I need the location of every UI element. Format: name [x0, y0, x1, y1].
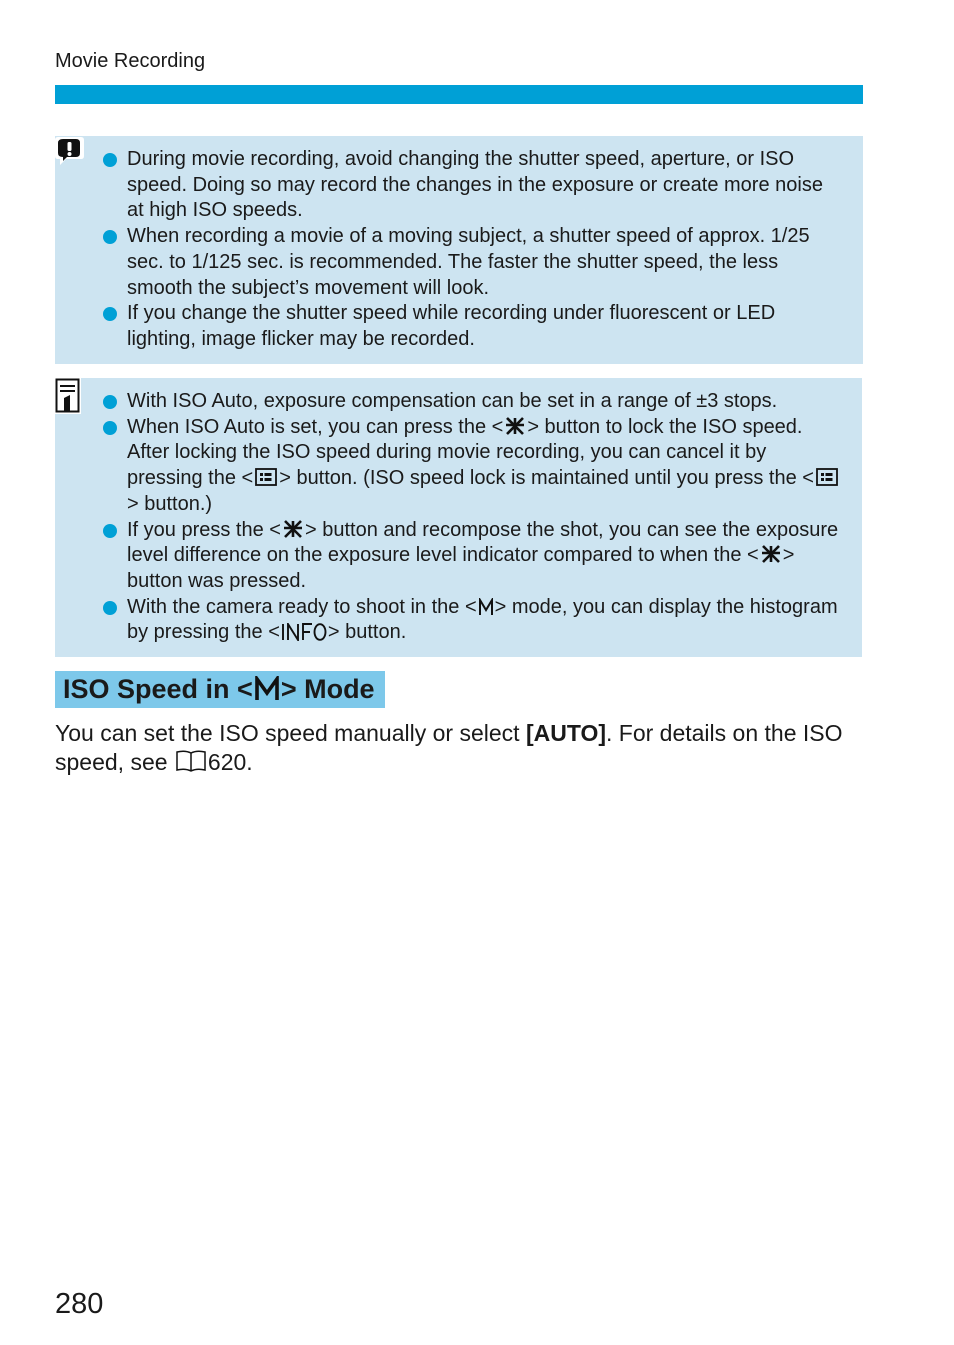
heading-text: ISO Speed in <: [63, 674, 253, 704]
note-item: [103, 518, 842, 595]
caution-box: [55, 136, 863, 364]
section-title: Movie Recording: [55, 50, 206, 72]
note-text: > button to lock the ISO speed. After locking the ISO speed during movie recording, you can cancel it by pressing the <: [127, 415, 803, 490]
caution-item: If you change the shutter speed while recording under fluorescent or LED lighting, image flicker may be recorded.: [103, 301, 843, 352]
index-button-icon: [815, 467, 839, 487]
ae-lock-asterisk-icon: [282, 519, 304, 539]
note-text: > button.): [127, 492, 213, 515]
note-text: With the camera ready to shoot in the <: [127, 595, 477, 618]
ae-lock-asterisk-icon: [504, 416, 526, 436]
body-paragraph: [55, 719, 855, 777]
note-item: [103, 595, 842, 646]
caution-item: During movie recording, avoid changing the shutter speed, aperture, or ISO speed. Doing so may record the changes in the exposure or create more noise at high ISO speeds.: [103, 147, 843, 224]
memo-icon: [55, 378, 81, 414]
manual-mode-m-icon: [254, 676, 280, 702]
body-text: .: [246, 749, 253, 775]
note-text: > button was pressed.: [127, 544, 795, 592]
body-text: . For details on the ISO speed, see: [55, 720, 843, 775]
caution-item: When recording a movie of a moving subject, a shutter speed of approx. 1/25 sec. to 1/125 sec. is recommended. The faster the shutter speed, the less smooth the subject’s movement will look.: [103, 224, 843, 301]
note-text: With ISO Auto, exposure compensation can be set in a range of ±3 stops.: [127, 390, 778, 412]
note-text: > button.: [327, 621, 407, 644]
note-text: If you press the <: [127, 518, 281, 541]
heading-text: > Mode: [280, 674, 375, 704]
note-item: [103, 389, 842, 415]
header-accent-bar: [55, 85, 863, 104]
note-item: [103, 415, 842, 518]
book-page-reference-icon: [175, 749, 207, 773]
index-button-icon: [254, 467, 278, 487]
note-box: [55, 378, 862, 657]
ae-lock-asterisk-icon: [760, 544, 782, 564]
auto-setting-label: [AUTO]: [525, 720, 606, 746]
page-reference[interactable]: 620: [207, 749, 247, 775]
manual-mode-m-icon: [478, 598, 494, 616]
info-button-icon: [281, 623, 327, 641]
section-heading: [55, 671, 385, 708]
page-number: 280: [55, 1288, 104, 1320]
caution-icon: [55, 136, 87, 168]
note-text: When ISO Auto is set, you can press the <: [127, 415, 504, 438]
body-text: You can set the ISO speed manually or select: [55, 720, 526, 746]
note-text: > button and recompose the shot, you can see the exposure level difference on the exposure level indicator compared to when the <: [127, 518, 839, 567]
note-text: > button. (ISO speed lock is maintained until you press the <: [279, 467, 814, 490]
note-text: > mode, you can display the histogram by pressing the <: [127, 595, 838, 644]
